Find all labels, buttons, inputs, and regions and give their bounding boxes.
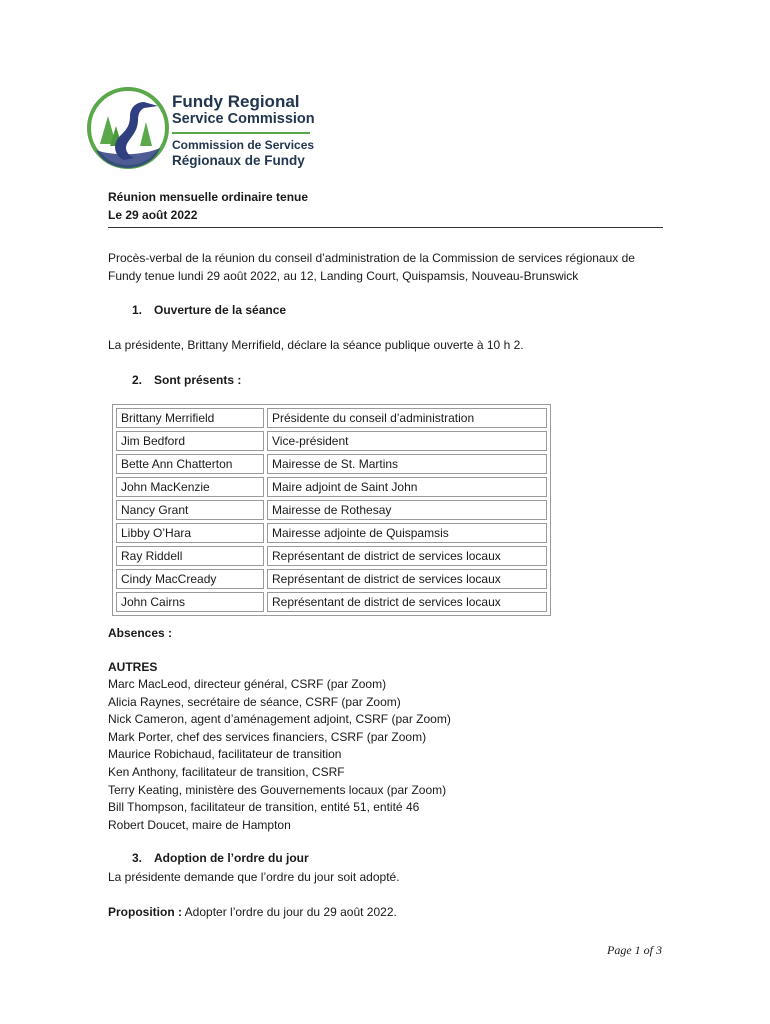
section-1-number: 1.: [132, 303, 143, 317]
meeting-title: Réunion mensuelle ordinaire tenue: [108, 190, 309, 204]
absences-label: Absences :: [108, 626, 173, 640]
section-2-number: 2.: [132, 373, 143, 387]
section-1-title: Ouverture de la séance: [154, 303, 287, 317]
list-item: Alicia Raynes, secrétaire de séance, CSRF (par Zoom): [108, 694, 401, 709]
member-name: John Cairns: [116, 592, 264, 612]
heron-logo-icon: [86, 86, 170, 170]
table-row: [116, 500, 547, 520]
logo-line-4: Régionaux de Fundy: [172, 153, 305, 168]
section-3-heading: [132, 849, 309, 867]
member-name: Ray Riddell: [116, 546, 264, 566]
section-2-title: Sont présents :: [154, 373, 242, 387]
title-divider: [108, 227, 663, 228]
section-3-text: La présidente demande que l’ordre du jour soit adopté.: [108, 870, 400, 884]
list-item: Mark Porter, chef des services financiers, CSRF (par Zoom): [108, 729, 427, 744]
list-item: Nick Cameron, agent d’aménagement adjoint, CSRF (par Zoom): [108, 712, 451, 727]
section-1-text: La présidente, Brittany Merrifield, déclare la séance publique ouverte à 10 h 2.: [108, 338, 524, 352]
proposition: [108, 903, 397, 921]
intro-paragraph: Procès-verbal de la réunion du conseil d’administration de la Commission de services régionaux de Fundy tenue lundi 29 août 2022, au 12, Landing Court, Quispamsis, Nouveau-Brunswick: [108, 251, 635, 283]
table-row: [116, 569, 547, 589]
list-item: Robert Doucet, maire de Hampton: [108, 817, 291, 832]
proposition-text: Adopter l’ordre du jour du 29 août 2022.: [182, 905, 397, 919]
member-role: Vice-président: [267, 431, 547, 451]
page-number: Page 1 of 3: [607, 943, 662, 957]
autres-label: AUTRES: [108, 660, 158, 674]
logo-divider: [172, 132, 310, 134]
list-item: Terry Keating, ministère des Gouvernements locaux (par Zoom): [108, 782, 447, 797]
section-3-number: 3.: [132, 851, 143, 865]
member-name: Bette Ann Chatterton: [116, 454, 264, 474]
table-row: [116, 454, 547, 474]
section-1-heading: [132, 301, 286, 319]
member-role: Présidente du conseil d’administration: [267, 408, 547, 428]
logo-text: [172, 92, 322, 169]
member-name: Libby O’Hara: [116, 523, 264, 543]
others-list: [108, 676, 451, 834]
member-role: Représentant de district de services locaux: [267, 569, 547, 589]
members-table: [112, 404, 551, 616]
table-row: [116, 546, 547, 566]
meeting-date: Le 29 août 2022: [108, 208, 198, 222]
member-role: Mairesse de Rothesay: [267, 500, 547, 520]
member-name: Nancy Grant: [116, 500, 264, 520]
list-item: Marc MacLeod, directeur général, CSRF (par Zoom): [108, 677, 387, 691]
logo-line-1: Fundy Regional: [172, 92, 300, 111]
logo-line-3: Commission de Services: [172, 138, 315, 152]
member-role: Mairesse adjointe de Quispamsis: [267, 523, 547, 543]
table-row: [116, 408, 547, 428]
member-name: Brittany Merrifield: [116, 408, 264, 428]
list-item: Maurice Robichaud, facilitateur de transition: [108, 747, 342, 762]
member-role: Représentant de district de services locaux: [267, 546, 547, 566]
list-item: Ken Anthony, facilitateur de transition, CSRF: [108, 764, 345, 779]
member-role: Mairesse de St. Martins: [267, 454, 547, 474]
member-name: Cindy MacCready: [116, 569, 264, 589]
table-row: [116, 431, 547, 451]
member-role: Maire adjoint de Saint John: [267, 477, 547, 497]
member-role: Représentant de district de services locaux: [267, 592, 547, 612]
fundy-logo: [86, 86, 316, 172]
table-row: [116, 592, 547, 612]
member-name: Jim Bedford: [116, 431, 264, 451]
logo-line-2: Service Commission: [172, 111, 315, 127]
member-name: John MacKenzie: [116, 477, 264, 497]
section-2-heading: [132, 371, 241, 389]
section-3-title: Adoption de l’ordre du jour: [154, 851, 309, 865]
table-row: [116, 477, 547, 497]
proposition-label: Proposition :: [108, 905, 182, 919]
table-row: [116, 523, 547, 543]
list-item: Bill Thompson, facilitateur de transition, entité 51, entité 46: [108, 800, 420, 815]
